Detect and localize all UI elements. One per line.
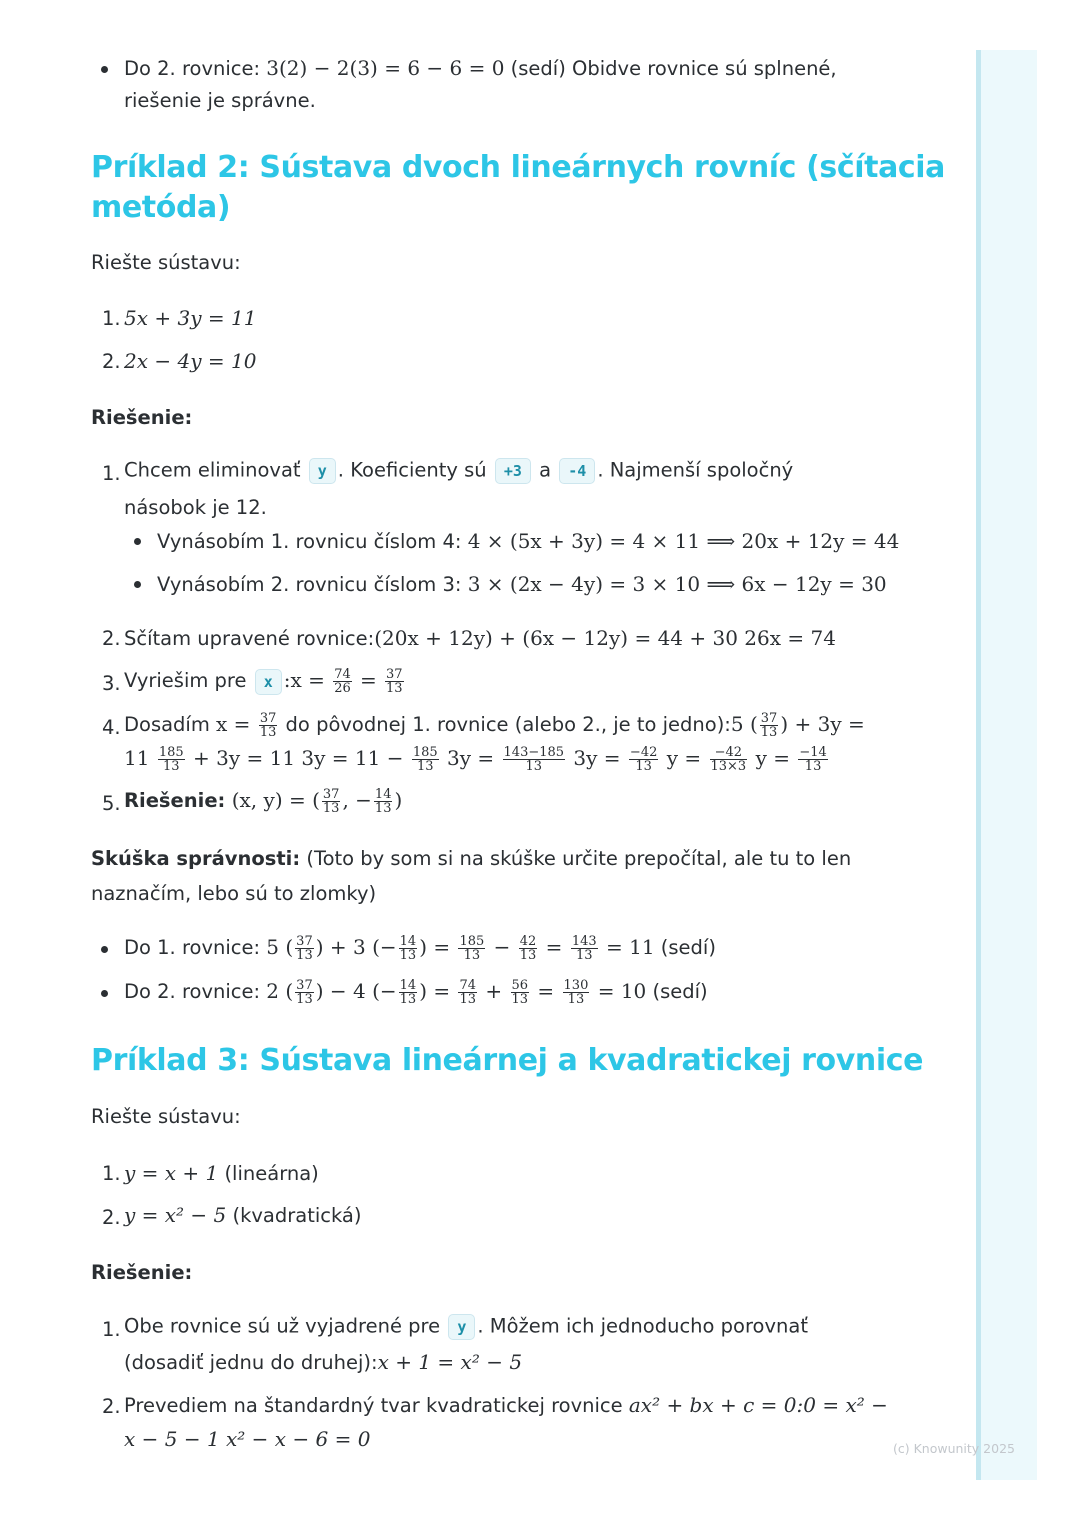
list-number: 2. xyxy=(102,1395,121,1418)
fraction: $\frac{37}{13}$ xyxy=(385,667,403,696)
example2-check-eq1: Do 1. rovnice: 5 ( $\frac{37}{13}$ ) + 3 (− $\frac{14}{13}$ ) = $\frac{185}{13}$ − $\frac{42}{13}$ = $\frac{143}{13}$ = 11 (sedí) xyxy=(124,934,716,963)
example2-equation-2: 2x − 4y = 10 xyxy=(124,349,257,373)
fraction: $\frac{143-185}{13}$ xyxy=(503,745,565,774)
example2-step2: Sčítam upravené rovnice:(20x + 12y) + (6x − 12y) = 44 + 30 26x = 74 xyxy=(124,626,836,650)
fraction: $\frac{185}{13}$ xyxy=(158,745,184,774)
code-y: y xyxy=(448,1314,475,1340)
fraction: $\frac{56}{13}$ xyxy=(511,978,529,1007)
example2-step1: Chcem eliminovať y . Koeficienty sú +3 a -4 . Najmenší spoločný xyxy=(124,458,793,484)
example2-step5: Riešenie: (x, y) = ( $\frac{37}{13}$ , − $\frac{14}{13}$ ) xyxy=(124,787,403,816)
example3-solution-label: Riešenie: xyxy=(91,1261,193,1284)
fraction: $\frac{74}{13}$ xyxy=(459,978,477,1007)
example2-prompt: Riešte sústavu: xyxy=(91,251,241,274)
check-line-eq2-example1-cont: riešenie je správne. xyxy=(124,89,316,112)
example2-step4-cont: 11 $\frac{185}{13}$ + 3y = 11 3y = 11 − $\frac{185}{13}$ 3y = $\frac{143-185}{13}$ 3y = $\frac{-42}{13}$ y = $\frac{-42}{13\times 3}$ y = $\frac{-14}{13}$ xyxy=(124,745,827,774)
fraction: $\frac{-14}{13}$ xyxy=(799,745,827,774)
example2-heading-line1: Príklad 2: Sústava dvoch lineárnych rovníc (sčítacia xyxy=(91,150,946,185)
fraction: $\frac{37}{13}$ xyxy=(322,787,340,816)
example3-step2: Prevediem na štandardný tvar kvadratickej rovnice ax² + bx + c = 0:0 = x² − xyxy=(124,1393,888,1417)
list-number: 1. xyxy=(102,1318,121,1341)
fraction: $\frac{-42}{13\times 3}$ xyxy=(710,745,747,774)
example3-equation-1: y = x + 1 (lineárna) xyxy=(124,1161,319,1185)
example3-prompt: Riešte sústavu: xyxy=(91,1105,241,1128)
list-number: 3. xyxy=(102,672,121,695)
bullet-dot xyxy=(134,538,141,545)
example2-step1-cont: násobok je 12. xyxy=(124,496,267,519)
list-number: 2. xyxy=(102,350,121,373)
code-x: x xyxy=(255,669,282,695)
example2-step1-sub1: Vynásobím 1. rovnicu číslom 4: 4 × (5x + 3y) = 4 × 11 ⟹ 20x + 12y = 44 xyxy=(157,529,900,553)
list-number: 4. xyxy=(102,716,121,739)
example2-check-intro: Skúška správnosti: (Toto by som si na skúške určite prepočítal, ale tu to len xyxy=(91,847,852,870)
fraction: $\frac{37}{13}$ xyxy=(296,934,313,963)
bullet-dot xyxy=(101,946,108,953)
list-number: 1. xyxy=(102,307,121,330)
example2-step1-sub2: Vynásobím 2. rovnicu číslom 3: 3 × (2x − 4y) = 3 × 10 ⟹ 6x − 12y = 30 xyxy=(157,572,887,596)
example2-solution-label: Riešenie: xyxy=(91,406,193,429)
code-minus-4: -4 xyxy=(559,458,595,484)
example3-step1: Obe rovnice sú už vyjadrené pre y . Môžem ich jednoducho porovnať xyxy=(124,1314,808,1340)
list-number: 5. xyxy=(102,792,121,815)
check-line-eq2-example1: Do 2. rovnice: 3(2) − 2(3) = 6 − 6 = 0 (sedí) Obidve rovnice sú splnené, xyxy=(124,56,837,80)
fraction: $\frac{42}{13}$ xyxy=(519,934,537,963)
example2-step4: Dosadím x = $\frac{37}{13}$ do pôvodnej 1. rovnice (alebo 2., je to jedno):5 ( $\frac{37}{13}$ ) + 3y = xyxy=(124,711,865,740)
fraction: $\frac{143}{13}$ xyxy=(571,934,597,963)
example3-step1-cont: (dosadiť jednu do druhej):x + 1 = x² − 5 xyxy=(124,1350,523,1374)
example3-equation-2: y = x² − 5 (kvadratická) xyxy=(124,1203,362,1227)
right-margin-panel xyxy=(976,50,1037,1480)
fraction: $\frac{37}{13}$ xyxy=(259,711,277,740)
list-number: 1. xyxy=(102,462,121,485)
fraction: $\frac{185}{13}$ xyxy=(412,745,438,774)
example2-check-eq2: Do 2. rovnice: 2 ( $\frac{37}{13}$ ) − 4 (− $\frac{14}{13}$ ) = $\frac{74}{13}$ + $\frac{56}{13}$ = $\frac{130}{13}$ = 10 (sedí) xyxy=(124,978,708,1007)
bullet-dot xyxy=(134,581,141,588)
example3-heading: Príklad 3: Sústava lineárnej a kvadratickej rovnice xyxy=(91,1043,924,1078)
example2-heading-line2: metóda) xyxy=(91,190,231,225)
list-number: 2. xyxy=(102,627,121,650)
bullet-dot xyxy=(101,66,108,73)
list-number: 2. xyxy=(102,1206,121,1229)
fraction: $\frac{130}{13}$ xyxy=(563,978,589,1007)
list-number: 1. xyxy=(102,1162,121,1185)
fraction: $\frac{14}{13}$ xyxy=(399,978,417,1007)
example2-check-intro-cont: naznačím, lebo sú to zlomky) xyxy=(91,882,377,905)
code-y: y xyxy=(309,458,336,484)
code-plus-3: +3 xyxy=(495,458,531,484)
fraction: $\frac{74}{26}$ xyxy=(334,667,351,696)
fraction: $\frac{37}{13}$ xyxy=(760,711,778,740)
fraction: $\frac{185}{13}$ xyxy=(459,934,485,963)
example3-step2-cont: x − 5 − 1 x² − x − 6 = 0 xyxy=(124,1427,371,1451)
example2-equation-1: 5x + 3y = 11 xyxy=(124,306,257,330)
bullet-dot xyxy=(101,990,108,997)
fraction: $\frac{14}{13}$ xyxy=(374,787,392,816)
fraction: $\frac{-42}{13}$ xyxy=(629,745,658,774)
fraction: $\frac{14}{13}$ xyxy=(399,934,417,963)
example2-step3: Vyriešim pre x :x = $\frac{74}{26}$ = $\frac{37}{13}$ xyxy=(124,667,403,696)
copyright-footer: (c) Knowunity 2025 xyxy=(893,1441,1015,1456)
fraction: $\frac{37}{13}$ xyxy=(296,978,313,1007)
